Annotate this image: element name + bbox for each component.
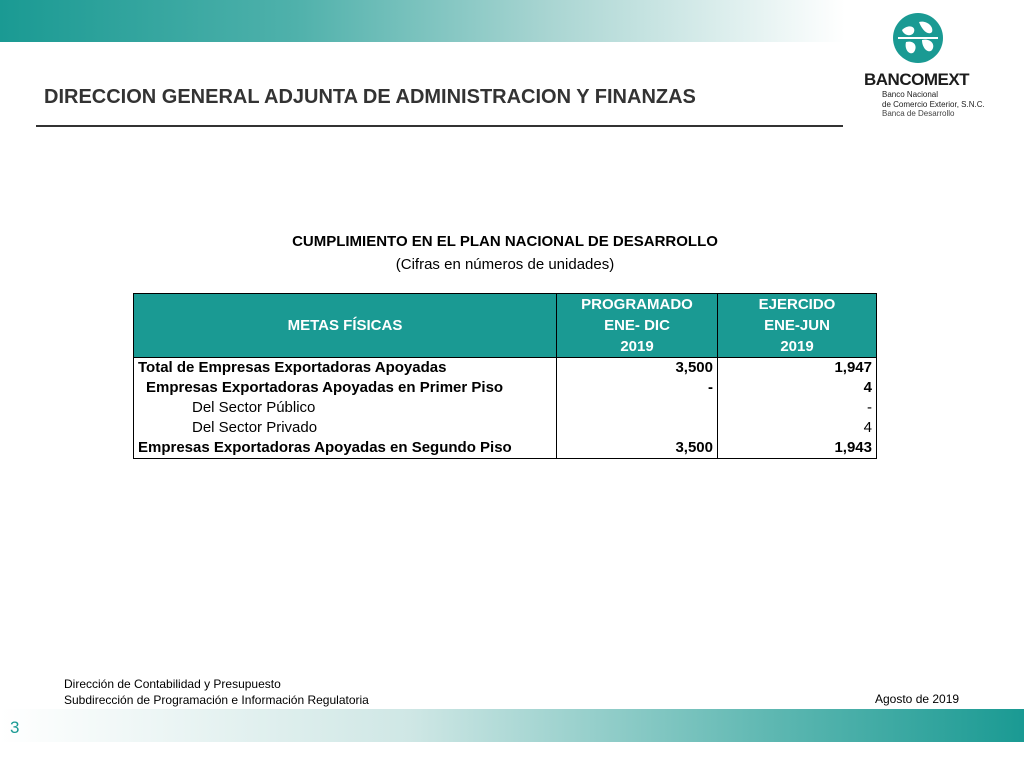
logo-line-2: de Comercio Exterior, S.N.C. [882, 99, 985, 109]
globe-icon [892, 12, 944, 64]
footer-subdepartment: Subdirección de Programación e Información Regulatoria [64, 693, 369, 707]
metas-table [133, 293, 877, 459]
page-title: DIRECCION GENERAL ADJUNTA DE ADMINISTRACION Y FINANZAS [44, 86, 696, 108]
header-programado [557, 294, 718, 358]
footer-department: Dirección de Contabilidad y Presupuesto [64, 677, 281, 691]
header-metas-label: METAS FÍSICAS [287, 316, 403, 334]
row-label: Del Sector Público [134, 398, 557, 418]
table-subtitle: (Cifras en números de unidades) [395, 256, 615, 273]
row-label: Total de Empresas Exportadoras Apoyadas [134, 358, 557, 379]
table-header-row [134, 294, 877, 358]
logo-line-1: Banco Nacional [882, 90, 939, 99]
header-programado-period: ENE- DIC [604, 317, 670, 334]
header-programado-line: PROGRAMADO [581, 296, 693, 313]
row-programado: 3,500 [557, 358, 718, 379]
footer-date: Agosto de 2019 [875, 692, 960, 706]
row-ejercido: 4 [718, 378, 877, 398]
row-label: Empresas Exportadoras Apoyadas en Segundo Piso [134, 438, 557, 459]
header-programado-year: 2019 [620, 338, 654, 355]
page-number: 3 [10, 718, 20, 737]
row-label: Empresas Exportadoras Apoyadas en Primer Piso [134, 378, 557, 398]
header-ejercido-period: ENE-JUN [764, 317, 830, 334]
row-programado [557, 418, 718, 438]
row-label: Del Sector Privado [134, 418, 557, 438]
table-row [134, 418, 877, 438]
table-row [134, 398, 877, 418]
bancomext-logo [862, 10, 1002, 122]
logo-brand: BANCOMEXT [864, 70, 970, 89]
table-row [134, 378, 877, 398]
title-divider [36, 125, 843, 127]
header-ejercido-year: 2019 [780, 338, 814, 355]
row-ejercido: - [718, 398, 877, 418]
table-row [134, 358, 877, 379]
logo-subtitle [882, 90, 985, 119]
top-decorative-band [0, 0, 845, 42]
row-ejercido: 4 [718, 418, 877, 438]
row-programado: 3,500 [557, 438, 718, 459]
row-programado [557, 398, 718, 418]
header-ejercido [718, 294, 877, 358]
logo-line-3: Banca de Desarrollo [882, 109, 955, 118]
header-metas [134, 294, 557, 358]
header-ejercido-line: EJERCIDO [758, 296, 836, 313]
table-row [134, 438, 877, 459]
row-programado: - [557, 378, 718, 398]
bottom-decorative-band [0, 709, 1024, 742]
footer-left [64, 676, 369, 708]
table-title: CUMPLIMIENTO EN EL PLAN NACIONAL DE DESARROLLO [292, 233, 718, 250]
row-ejercido: 1,943 [718, 438, 877, 459]
row-ejercido: 1,947 [718, 358, 877, 379]
